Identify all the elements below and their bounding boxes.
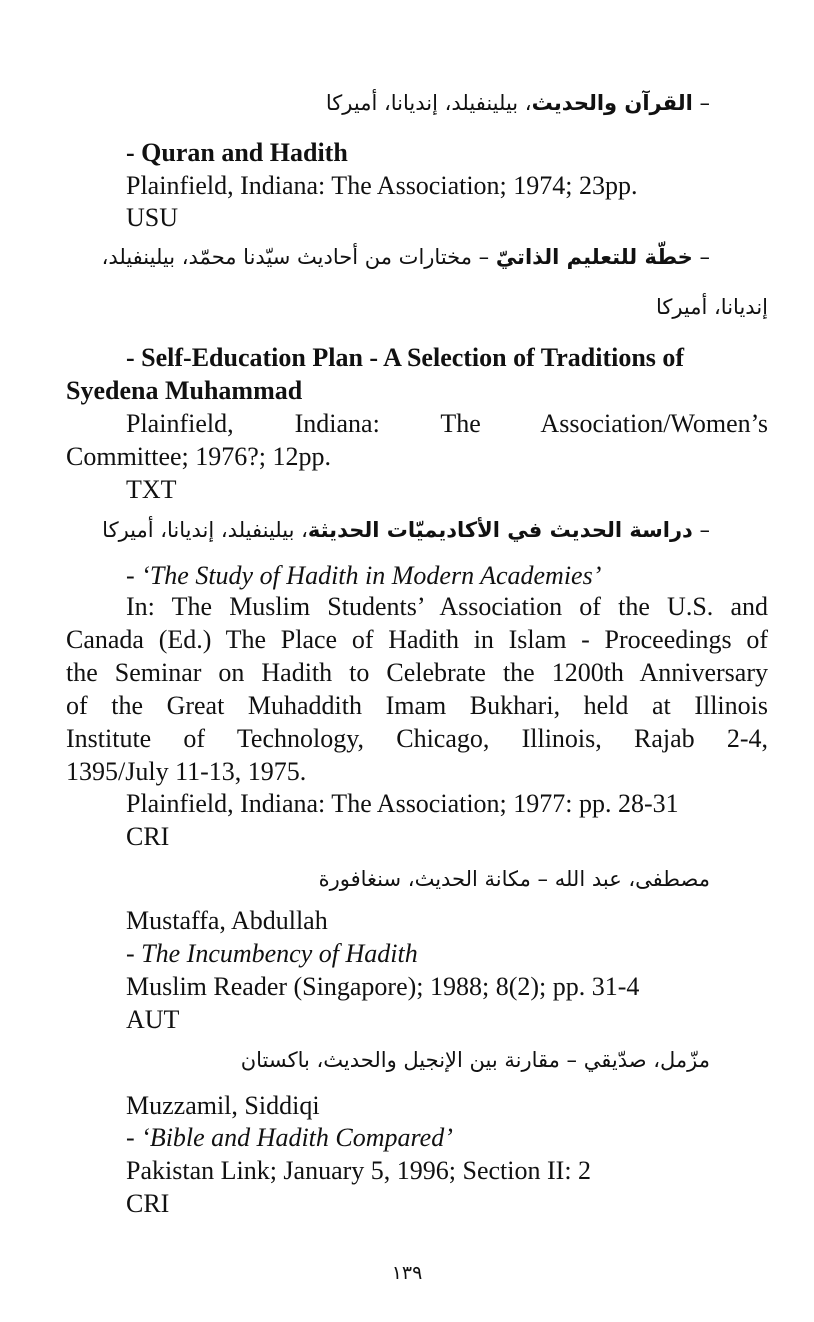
entry-code: CRI xyxy=(126,822,170,851)
entry-author: Mustaffa, Abdullah xyxy=(126,906,328,935)
entry-source-line: Institute of Technology, Chicago, Illinois, Rajab 2-4, xyxy=(66,724,768,753)
arabic-rest: ، بيلينفيلد، إنديانا، أميركا xyxy=(325,91,532,115)
arabic-entry-line xyxy=(102,515,710,545)
arabic-title: القرآن والحديث xyxy=(531,91,693,115)
arabic-entry-line: مصطفى، عبد الله – مكانة الحديث، سنغافورة xyxy=(318,867,710,891)
entry-publication: Pakistan Link; January 5, 1996; Section II: 2 xyxy=(126,1156,592,1185)
entry-title: - Self-Education Plan - A Selection of Traditions of xyxy=(126,343,685,372)
entry-publication-continued: Committee; 1976?; 12pp. xyxy=(66,442,332,471)
entry-publication: Plainfield, Indiana: The Association; 1974; 23pp. xyxy=(126,171,638,200)
entry-code: USU xyxy=(126,203,179,232)
entry-title: - ‘The Study of Hadith in Modern Academies’ xyxy=(126,561,602,590)
arabic-entry-line xyxy=(326,88,710,118)
page-number: ١٣٩ xyxy=(391,1262,423,1284)
arabic-dash: – xyxy=(692,518,710,542)
arabic-dash: – xyxy=(692,245,710,269)
entry-source-line: the Seminar on Hadith to Celebrate the 1200th Anniversary xyxy=(66,658,768,687)
entry-title: - ‘Bible and Hadith Compared’ xyxy=(126,1123,453,1152)
entry-source-line: of the Great Muhaddith Imam Bukhari, held at Illinois xyxy=(66,691,768,720)
arabic-title: دراسة الحديث في الأكاديميّات الحديثة xyxy=(307,518,693,542)
arabic-rest: ، بيلينفيلد، إنديانا، أميركا xyxy=(102,518,308,542)
entry-code: AUT xyxy=(126,1005,180,1034)
entry-title-continued: Syedena Muhammad xyxy=(66,376,303,405)
entry-publication: Plainfield, Indiana: The Association/Women’s xyxy=(126,409,768,438)
entry-source-line: Canada (Ed.) The Place of Hadith in Islam - Proceedings of xyxy=(66,625,768,654)
entry-author: Muzzamil, Siddiqi xyxy=(126,1091,320,1120)
entry-publication: Plainfield, Indiana: The Association; 1977: pp. 28-31 xyxy=(126,789,679,818)
arabic-entry-line xyxy=(102,242,710,272)
entry-title: - The Incumbency of Hadith xyxy=(126,939,418,968)
entry-code: CRI xyxy=(126,1189,170,1218)
arabic-rest: – مختارات من أحاديث سيّدنا محمّد، بيلينفيلد، xyxy=(101,245,496,269)
entry-title: - Quran and Hadith xyxy=(126,138,348,167)
entry-source-line: In: The Muslim Students’ Association of the U.S. and xyxy=(126,592,768,621)
entry-code: TXT xyxy=(126,475,177,504)
arabic-title: خطّة للتعليم الذاتيّ xyxy=(495,245,693,269)
arabic-entry-line: مزّمل، صدّيقي – مقارنة بين الإنجيل والحديث، باكستان xyxy=(240,1048,710,1072)
arabic-entry-line-2: إنديانا، أميركا xyxy=(655,295,768,319)
entry-publication: Muslim Reader (Singapore); 1988; 8(2); pp. 31-4 xyxy=(126,972,640,1001)
entry-source-line: 1395/July 11-13, 1975. xyxy=(66,757,307,786)
arabic-dash: – xyxy=(692,91,710,115)
